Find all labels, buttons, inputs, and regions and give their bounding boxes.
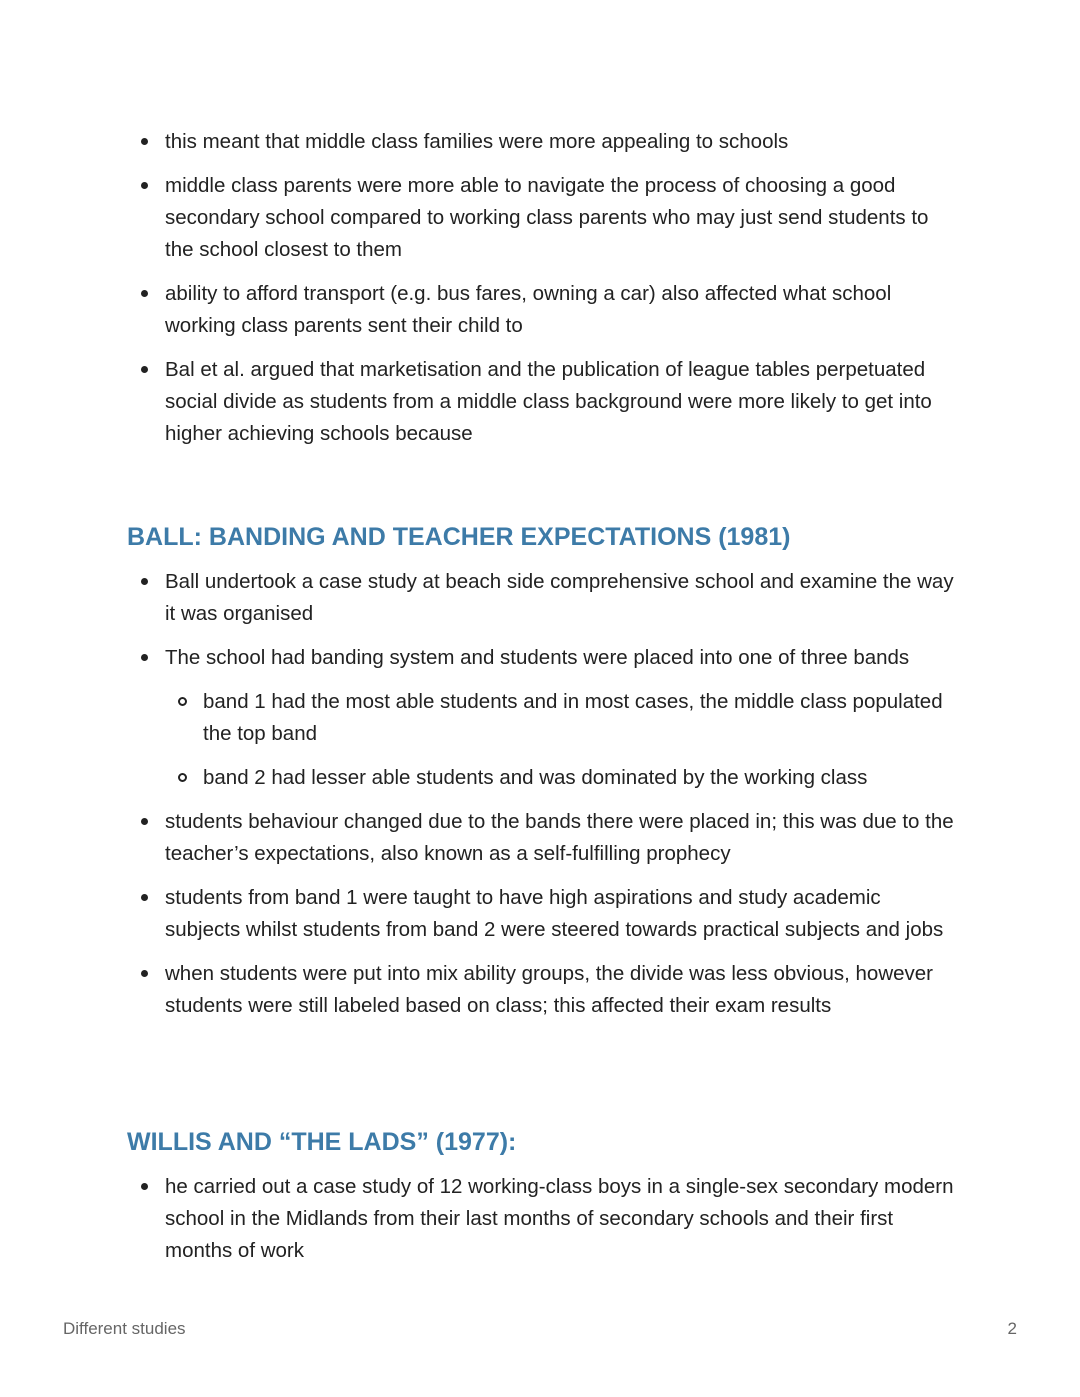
list-item: Bal et al. argued that marketisation and the publication of league tables perpetuated social divide as students from a middle class background were more likely to get into higher achieving schools because: [0, 354, 1080, 450]
sub-list-item: band 2 had lesser able students and was dominated by the working class: [0, 762, 1080, 794]
list-item: The school had banding system and students were placed into one of three bands: [0, 642, 1080, 674]
list-item: ability to afford transport (e.g. bus fares, owning a car) also affected what school working class parents sent their child to: [0, 278, 1080, 342]
list-item: Ball undertook a case study at beach side comprehensive school and examine the way it was organised: [0, 566, 1080, 630]
section-heading-ball: BALL: BANDING AND TEACHER EXPECTATIONS (1981): [127, 523, 791, 551]
list-item: students behaviour changed due to the bands there were placed in; this was due to the teacher’s expectations, also known as a self-fulfilling prophecy: [0, 806, 1080, 870]
section1-bullet-list: [0, 126, 1080, 462]
list-item: when students were put into mix ability groups, the divide was less obvious, however students were still labeled based on class; this affected their exam results: [0, 958, 1080, 1022]
list-item: he carried out a case study of 12 working-class boys in a single-sex secondary modern school in the Midlands from their last months of secondary schools and their first months of work: [0, 1171, 1080, 1267]
list-item: middle class parents were more able to navigate the process of choosing a good secondary school compared to working class parents who may just send students to the school closest to them: [0, 170, 1080, 266]
footer-document-title: Different studies: [63, 1319, 186, 1338]
section2-bullet-list: [0, 566, 1080, 1034]
list-item: students from band 1 were taught to have high aspirations and study academic subjects whilst students from band 2 were steered towards practical subjects and jobs: [0, 882, 1080, 946]
sub-list-item: band 1 had the most able students and in most cases, the middle class populated the top band: [0, 686, 1080, 750]
section3-bullet-list: [0, 1171, 1080, 1279]
page-number: 2: [1007, 1319, 1017, 1338]
section-heading-willis: WILLIS AND “THE LADS” (1977):: [127, 1128, 517, 1156]
list-item: this meant that middle class families were more appealing to schools: [0, 126, 1080, 158]
